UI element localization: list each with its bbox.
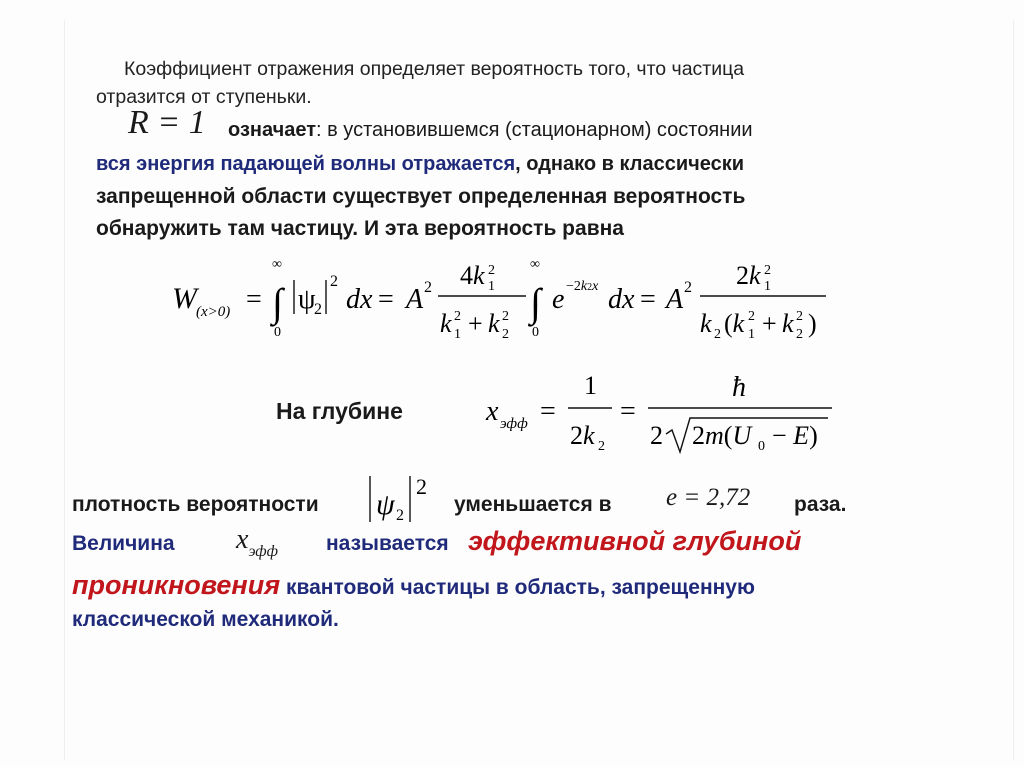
penetration-term: проникновения [72,570,281,600]
energy-reflected-text: вся энергия падающей волны отражается [96,153,516,175]
svg-text:2: 2 [502,309,509,324]
svg-text:A: A [666,284,684,315]
svg-text:1: 1 [454,327,461,342]
svg-text:=: = [246,284,262,315]
svg-text:k: k [782,309,794,338]
svg-text:): ) [808,309,817,338]
svg-text:∞: ∞ [530,257,540,272]
penetration-rest: квантовой частицы в область, запрещенную [280,576,755,599]
svg-text:k: k [700,309,712,338]
svg-text:0: 0 [758,439,765,454]
svg-text:2: 2 [748,309,755,324]
intro-line-2: отразится от ступеньки. [96,86,312,108]
svg-text:2k: 2k [570,421,595,450]
svg-text:2: 2 [330,273,338,290]
svg-text:4k: 4k [460,261,485,290]
svg-text:+: + [468,309,483,338]
svg-text:=: = [378,284,394,315]
decreases-label: уменьшается в [454,493,612,516]
quantity-label: Величина [72,532,175,555]
svg-text:2: 2 [796,327,803,342]
svg-text:∫: ∫ [530,280,541,325]
svg-text:1: 1 [764,279,771,294]
svg-text:1: 1 [748,327,755,342]
svg-text:− E): − E) [772,421,818,450]
svg-text:W: W [172,282,197,315]
intro-line-1: Коэффициент отражения определяет вероятность того, что частица [124,58,745,80]
svg-text:2: 2 [502,327,509,342]
svg-text:=: = [540,396,556,427]
means-rest: : в установившемся (стационарном) состоянии [316,119,753,141]
svg-text:+: + [762,309,777,338]
means-line [228,119,753,142]
energy-line [96,153,744,176]
svg-text:2: 2 [684,279,692,296]
svg-text:=: = [640,284,656,315]
svg-text:−2k2x: −2k2x [566,279,599,294]
svg-text:dx: dx [608,284,635,315]
effective-depth-formula [484,364,844,460]
svg-text:2m(U: 2m(U [692,421,752,450]
svg-text:2: 2 [488,263,495,278]
svg-text:(x>0): (x>0) [196,304,231,320]
means-label: означает [228,119,316,141]
svg-text:k: k [440,309,452,338]
svg-text:2: 2 [424,279,432,296]
psi-squared-symbol [364,470,454,530]
density-label: плотность вероятности [72,493,319,516]
svg-text:=: = [620,396,636,427]
svg-text:A: A [406,284,424,315]
called-label: называется [326,532,449,555]
svg-text:(k: (k [724,309,745,338]
svg-text:эфф: эфф [500,416,528,432]
svg-text:1: 1 [488,279,495,294]
r-equals-one: R = 1 [128,104,206,141]
svg-text:2: 2 [764,263,771,278]
x-eff-symbol [236,524,278,560]
svg-text:2k: 2k [736,261,761,290]
svg-text:ψ: ψ [298,284,316,315]
probability-formula [170,250,850,350]
forbidden-region-line: запрещенной области существует определенная вероятность [96,185,746,208]
svg-text:2: 2 [454,309,461,324]
x-eff-letter: x [236,524,249,555]
svg-text:ψ: ψ [376,488,395,521]
svg-text:∞: ∞ [272,257,282,272]
svg-text:0: 0 [274,325,281,340]
svg-text:k: k [488,309,500,338]
energy-rest: , однако в классически [515,153,745,175]
svg-text:2: 2 [598,439,605,454]
svg-text:2: 2 [714,327,721,342]
svg-text:1: 1 [584,371,597,400]
times-label: раза. [794,493,847,516]
svg-text:2: 2 [796,309,803,324]
detect-particle-line: обнаружить там частицу. И эта вероятность равна [96,217,624,240]
svg-text:2: 2 [396,507,404,524]
svg-text:2: 2 [650,421,663,450]
x-eff-subscript: эфф [248,543,278,560]
penetration-line [72,570,755,601]
e-value: e = 2,72 [666,484,751,511]
svg-text:ħ: ħ [732,372,746,403]
depth-label: На глубине [276,398,403,424]
svg-text:e: e [552,284,565,315]
svg-text:2: 2 [416,474,427,499]
svg-text:2: 2 [314,301,322,318]
classical-mechanics-line: классической механикой. [72,608,339,631]
effective-depth-term: эффективной глубиной [468,526,802,556]
svg-text:∫: ∫ [272,280,283,325]
svg-text:dx: dx [346,284,373,315]
svg-text:0: 0 [532,325,539,340]
svg-text:x: x [486,396,499,427]
